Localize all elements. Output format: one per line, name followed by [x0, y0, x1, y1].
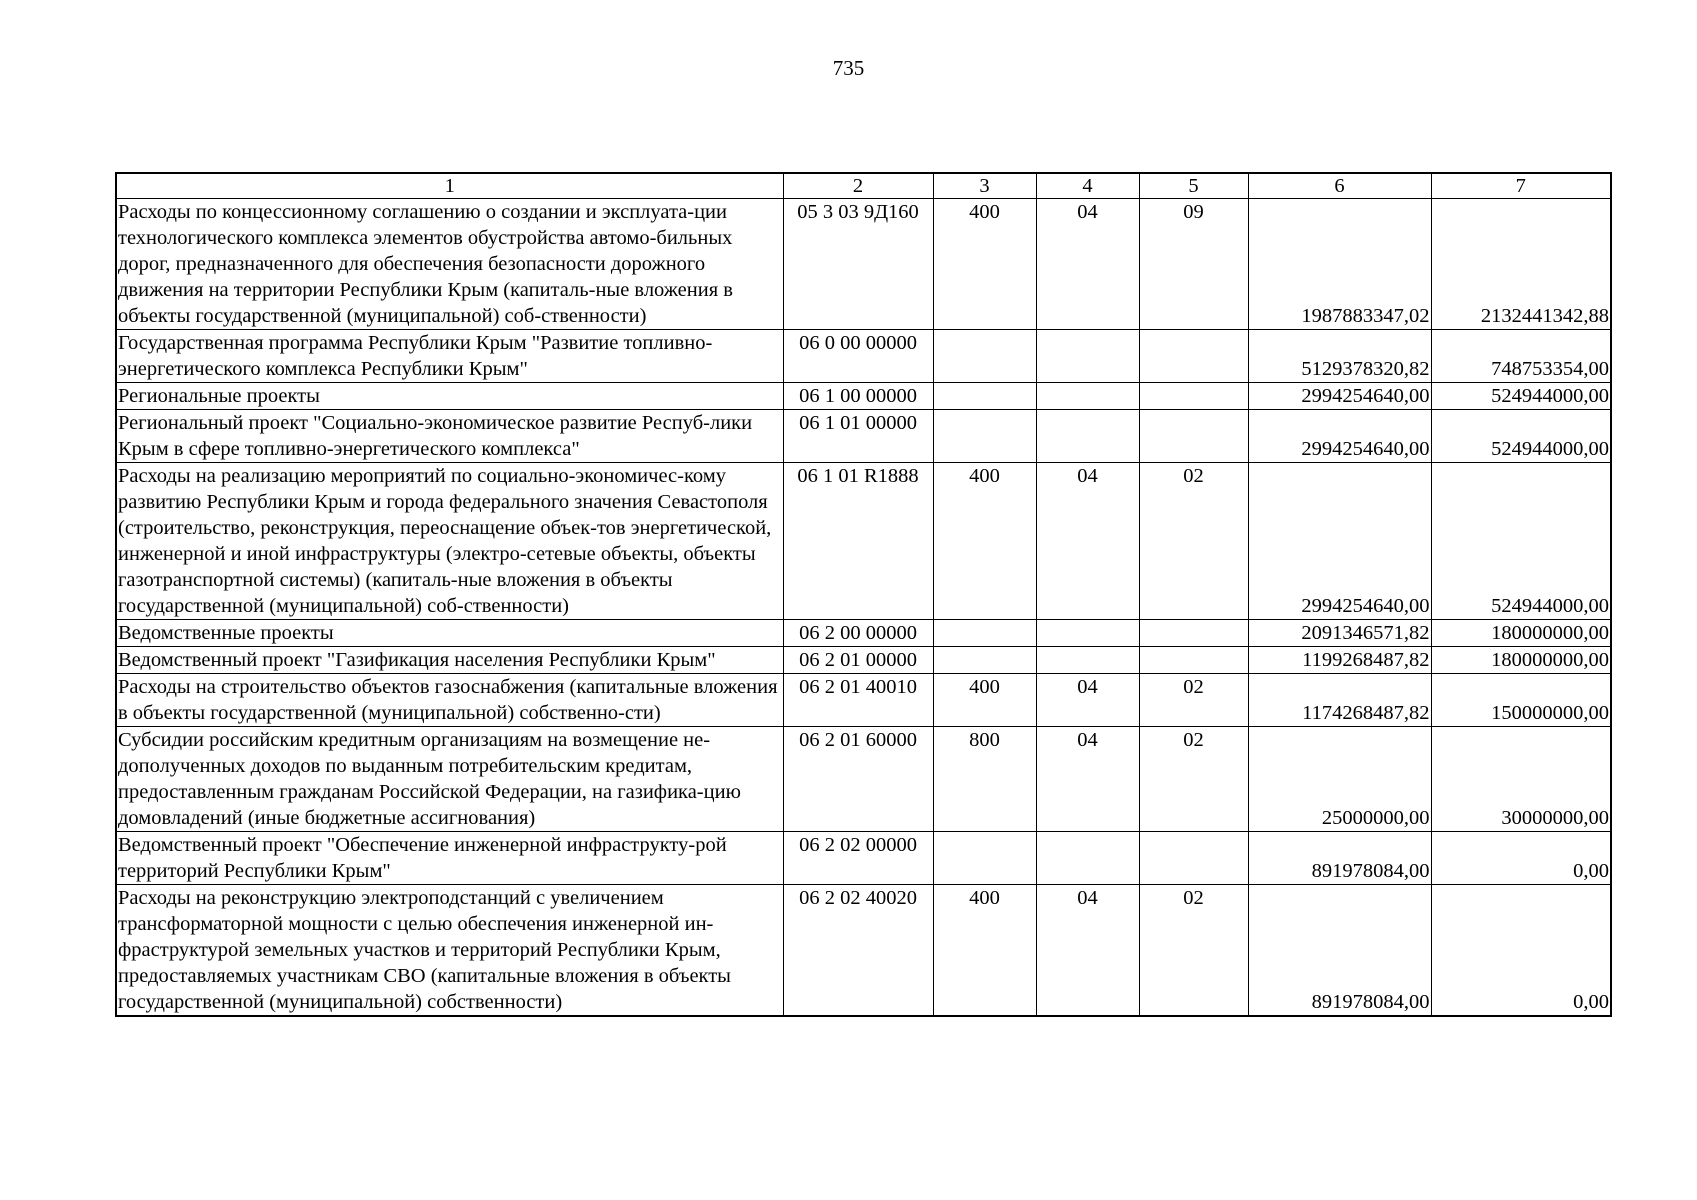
row-name-cell: Расходы на реконструкцию электроподстанций с увеличением трансформаторной мощности с целью обеспечения инженерной ин-фраструктурой земельных участков и территорий Республики Крым, предоставляемых участникам СВО (капитальные вложения в объекты государственной (муниципальной) собственности) [116, 885, 783, 1017]
column-header: 3 [933, 173, 1036, 199]
row-col5-cell [1139, 832, 1248, 885]
row-col5-cell [1139, 410, 1248, 463]
row-code-cell: 06 2 01 00000 [783, 647, 933, 674]
row-code-cell: 06 1 01 00000 [783, 410, 933, 463]
table-row [116, 647, 1611, 674]
row-amount-2024-cell: 25000000,00 [1248, 727, 1431, 832]
row-amount-2025-cell: 30000000,00 [1431, 727, 1611, 832]
row-col5-cell: 02 [1139, 463, 1248, 620]
row-amount-2025-cell: 0,00 [1431, 832, 1611, 885]
row-col5-cell [1139, 383, 1248, 410]
row-name-cell: Расходы на строительство объектов газоснабжения (капитальные вложения в объекты государственной (муниципальной) собственно-сти) [116, 674, 783, 727]
row-col4-cell: 04 [1036, 199, 1139, 330]
column-header: 5 [1139, 173, 1248, 199]
table-header-row [116, 173, 1611, 199]
row-code-cell: 06 2 02 00000 [783, 832, 933, 885]
row-amount-2024-cell: 2994254640,00 [1248, 410, 1431, 463]
row-col5-cell: 09 [1139, 199, 1248, 330]
row-col3-cell [933, 620, 1036, 647]
row-amount-2025-cell: 748753354,00 [1431, 330, 1611, 383]
row-name-cell: Расходы по концессионному соглашению о создании и эксплуата-ции технологического комплекса элементов обустройства автомо-бильных дорог, предназначенного для обеспечения безопасности дорожного движения на территории Республики Крым (капиталь-ные вложения в объекты государственной (муниципальной) соб-ственности) [116, 199, 783, 330]
row-code-cell: 06 0 00 00000 [783, 330, 933, 383]
page-number: 735 [832, 56, 865, 80]
row-col3-cell [933, 832, 1036, 885]
row-code-cell: 05 3 03 9Д160 [783, 199, 933, 330]
row-amount-2025-cell: 524944000,00 [1431, 463, 1611, 620]
column-header: 2 [783, 173, 933, 199]
row-col3-cell [933, 330, 1036, 383]
row-name-cell: Расходы на реализацию мероприятий по социально-экономичес-кому развитию Республики Крым и города федерального значения Севастополя (строительство, реконструкция, переоснащение объек-тов энергетической, инженерной и иной инфраструктуры (электро-сетевые объекты, объекты газотранспортной системы) (капиталь-ные вложения в объекты государственной (муниципальной) соб-ственности) [116, 463, 783, 620]
row-code-cell: 06 2 01 40010 [783, 674, 933, 727]
table-row [116, 674, 1611, 727]
row-col5-cell [1139, 620, 1248, 647]
row-amount-2025-cell: 150000000,00 [1431, 674, 1611, 727]
row-col4-cell: 04 [1036, 674, 1139, 727]
row-amount-2025-cell: 180000000,00 [1431, 620, 1611, 647]
table-row [116, 330, 1611, 383]
budget-table [115, 172, 1612, 1017]
row-amount-2025-cell: 0,00 [1431, 885, 1611, 1017]
row-name-cell: Региональный проект "Социально-экономическое развитие Респуб-лики Крым в сфере топливно-энергетического комплекса" [116, 410, 783, 463]
row-col4-cell [1036, 620, 1139, 647]
table-row [116, 885, 1611, 1017]
table-row [116, 383, 1611, 410]
row-col4-cell: 04 [1036, 885, 1139, 1017]
row-col4-cell [1036, 330, 1139, 383]
row-name-cell: Ведомственный проект "Газификация населения Республики Крым" [116, 647, 783, 674]
row-name-cell: Региональные проекты [116, 383, 783, 410]
row-code-cell: 06 2 00 00000 [783, 620, 933, 647]
row-amount-2025-cell: 524944000,00 [1431, 410, 1611, 463]
row-amount-2025-cell: 2132441342,88 [1431, 199, 1611, 330]
row-col3-cell: 400 [933, 674, 1036, 727]
row-col4-cell [1036, 383, 1139, 410]
row-code-cell: 06 1 00 00000 [783, 383, 933, 410]
row-col4-cell [1036, 832, 1139, 885]
row-amount-2024-cell: 2091346571,82 [1248, 620, 1431, 647]
row-col3-cell: 400 [933, 199, 1036, 330]
row-amount-2024-cell: 1199268487,82 [1248, 647, 1431, 674]
table-row [116, 620, 1611, 647]
row-amount-2024-cell: 5129378320,82 [1248, 330, 1431, 383]
row-amount-2025-cell: 524944000,00 [1431, 383, 1611, 410]
row-name-cell: Ведомственные проекты [116, 620, 783, 647]
column-header: 6 [1248, 173, 1431, 199]
row-col3-cell: 400 [933, 885, 1036, 1017]
row-col5-cell: 02 [1139, 674, 1248, 727]
table-row [116, 463, 1611, 620]
row-code-cell: 06 1 01 R1888 [783, 463, 933, 620]
row-col4-cell [1036, 647, 1139, 674]
table-row [116, 410, 1611, 463]
row-amount-2024-cell: 2994254640,00 [1248, 383, 1431, 410]
row-name-cell: Государственная программа Республики Крым "Развитие топливно-энергетического комплекса Республики Крым" [116, 330, 783, 383]
row-name-cell: Субсидии российским кредитным организациям на возмещение не-дополученных доходов по выданным потребительским кредитам, предоставленным гражданам Российской Федерации, на газифика-цию домовладений (иные бюджетные ассигнования) [116, 727, 783, 832]
row-amount-2024-cell: 1174268487,82 [1248, 674, 1431, 727]
row-col3-cell [933, 647, 1036, 674]
row-col4-cell: 04 [1036, 727, 1139, 832]
table-row [116, 727, 1611, 832]
row-amount-2024-cell: 891978084,00 [1248, 885, 1431, 1017]
column-header: 7 [1431, 173, 1611, 199]
row-col3-cell [933, 383, 1036, 410]
row-col5-cell: 02 [1139, 885, 1248, 1017]
row-col3-cell [933, 410, 1036, 463]
row-code-cell: 06 2 01 60000 [783, 727, 933, 832]
table-row [116, 832, 1611, 885]
row-amount-2024-cell: 1987883347,02 [1248, 199, 1431, 330]
row-col5-cell [1139, 647, 1248, 674]
column-header: 1 [116, 173, 783, 199]
row-col5-cell [1139, 330, 1248, 383]
row-name-cell: Ведомственный проект "Обеспечение инженерной инфраструкту-рой территорий Республики Крым" [116, 832, 783, 885]
row-col4-cell [1036, 410, 1139, 463]
row-amount-2024-cell: 2994254640,00 [1248, 463, 1431, 620]
row-col3-cell: 800 [933, 727, 1036, 832]
row-code-cell: 06 2 02 40020 [783, 885, 933, 1017]
row-col4-cell: 04 [1036, 463, 1139, 620]
row-col3-cell: 400 [933, 463, 1036, 620]
table-row [116, 199, 1611, 330]
row-col5-cell: 02 [1139, 727, 1248, 832]
row-amount-2024-cell: 891978084,00 [1248, 832, 1431, 885]
row-amount-2025-cell: 180000000,00 [1431, 647, 1611, 674]
column-header: 4 [1036, 173, 1139, 199]
